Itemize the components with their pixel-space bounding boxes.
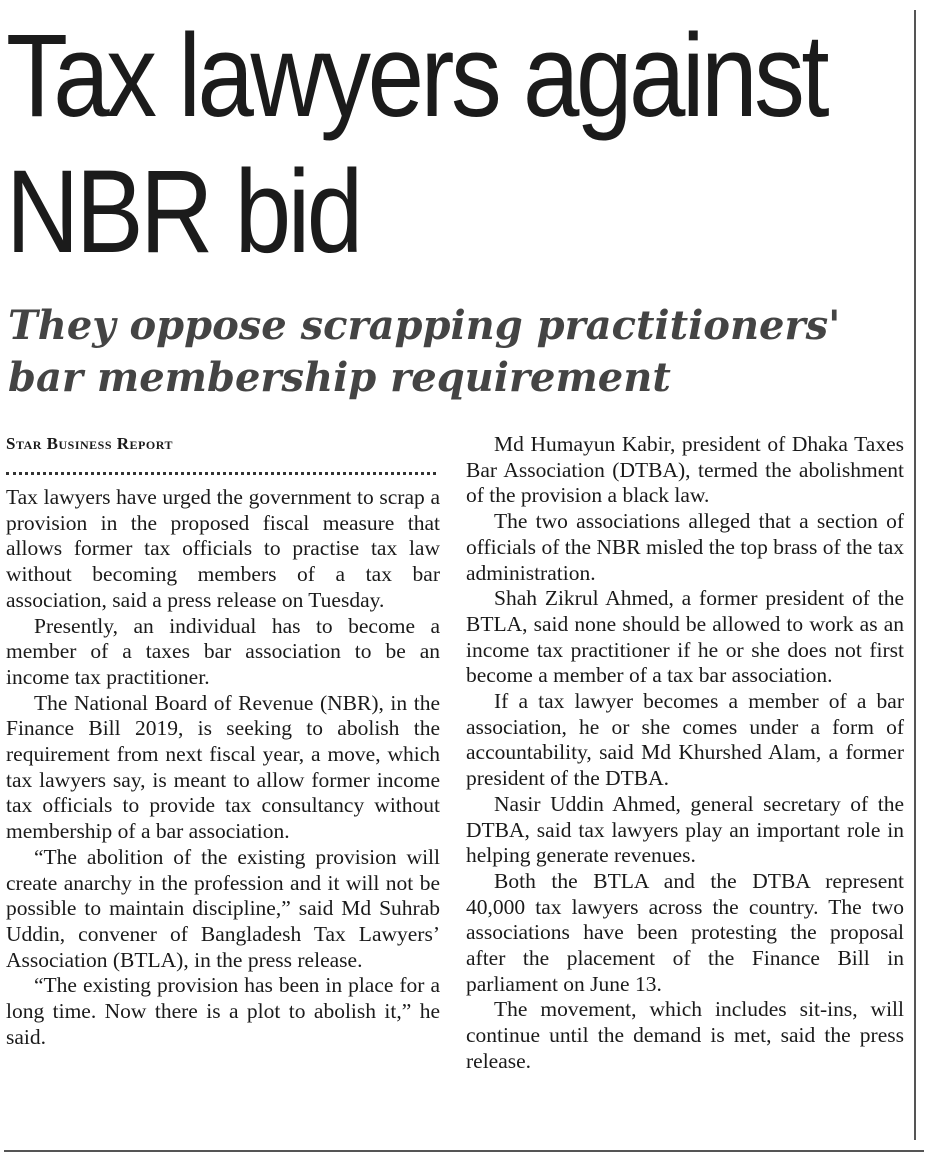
article-column-left xyxy=(6,432,440,1050)
subheadline-line-1: They oppose scrapping practitioners' xyxy=(8,302,841,349)
paragraph: The movement, which includes sit-ins, will continue until the demand is met, said the press release. xyxy=(466,997,904,1073)
paragraph: “The existing provision has been in place for a long time. Now there is a plot to abolish it,” he said. xyxy=(6,973,440,1049)
paragraph: Tax lawyers have urged the government to scrap a provision in the proposed fiscal measure that allows former tax officials to practise tax law without becoming members of a tax bar association, said a press release on Tuesday. xyxy=(6,485,440,612)
paragraph: If a tax lawyer becomes a member of a bar association, he or she comes under a form of accountability, said Md Khurshed Alam, a former president of the DTBA. xyxy=(466,689,904,791)
paragraph: Md Humayun Kabir, president of Dhaka Taxes Bar Association (DTBA), termed the abolishment of the provision a black law. xyxy=(466,432,904,508)
article-column-right xyxy=(466,432,904,1075)
headline xyxy=(6,8,827,280)
headline-line-1: Tax lawyers against xyxy=(6,10,827,142)
article-bottom-rule xyxy=(4,1150,924,1152)
paragraph: Both the BTLA and the DTBA represent 40,000 tax lawyers across the country. The two associations have been protesting the proposal after the placement of the Finance Bill in parliament on June 13. xyxy=(466,868,904,996)
paragraph: Shah Zikrul Ahmed, a former president of the BTLA, said none should be allowed to work as an income tax practitioner if he or she does not first become a member of a tax bar association. xyxy=(466,586,904,688)
paragraph: The two associations alleged that a section of officials of the NBR misled the top brass of the tax administration. xyxy=(466,509,904,585)
subheadline-line-2: bar membership requirement xyxy=(8,354,671,401)
paragraph: “The abolition of the existing provision will create anarchy in the profession and it will not be possible to maintain discipline,” said Md Suhrab Uddin, convener of Bangladesh Tax Lawyers’ Association (BTLA), in the press release. xyxy=(6,844,440,972)
byline-divider xyxy=(6,460,436,475)
paragraph: The National Board of Revenue (NBR), in the Finance Bill 2019, is seeking to abolish the requirement from next fiscal year, a move, which tax lawyers say, is meant to allow former income tax officials to provide tax consultancy without membership of a bar association. xyxy=(6,690,440,844)
byline: Star Business Report xyxy=(6,434,173,453)
subheadline xyxy=(8,300,908,404)
paragraph: Nasir Uddin Ahmed, general secretary of the DTBA, said tax lawyers play an important role in helping generate revenues. xyxy=(466,791,904,868)
column-rule-right xyxy=(914,10,916,1140)
headline-line-2: NBR bid xyxy=(6,146,360,278)
paragraph: Presently, an individual has to become a member of a taxes bar association to be an income tax practitioner. xyxy=(6,613,440,689)
